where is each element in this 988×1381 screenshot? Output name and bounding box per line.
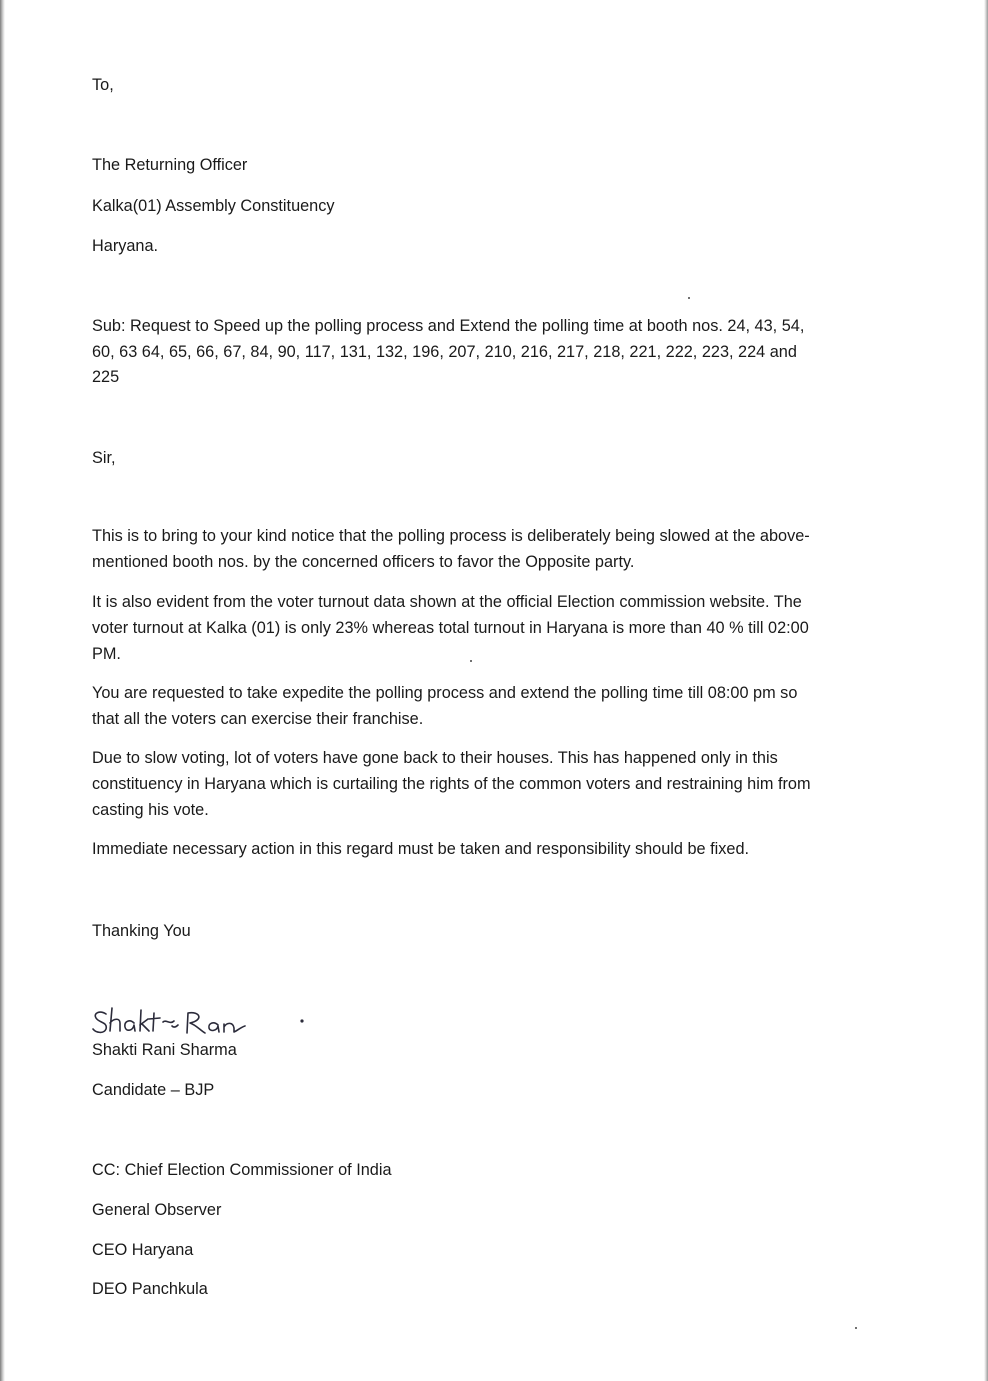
scan-edge-left — [0, 0, 5, 1381]
body-paragraph-2-line-1: It is also evident from the voter turnout data shown at the official Election commission website. The — [92, 593, 802, 611]
body-paragraph-1-line-2: mentioned booth nos. by the concerned officers to favor the Opposite party. — [92, 553, 635, 571]
body-paragraph-1-line-1: This is to bring to your kind notice that the polling process is deliberately being slowed at the above- — [92, 527, 810, 545]
cc-line-3: CEO Haryana — [92, 1241, 194, 1259]
greeting: Sir, — [92, 449, 116, 467]
salutation-to: To, — [92, 76, 114, 94]
scan-edge-right — [984, 0, 988, 1381]
body-paragraph-4-line-3: casting his vote. — [92, 801, 209, 819]
body-paragraph-5-line-1: Immediate necessary action in this regard must be taken and responsibility should be fixed. — [92, 840, 750, 858]
body-paragraph-3-line-2: that all the voters can exercise their franchise. — [92, 710, 424, 728]
handwritten-signature — [90, 1000, 320, 1042]
signatory-name: Shakti Rani Sharma — [92, 1041, 237, 1059]
body-paragraph-4-line-2: constituency in Haryana which is curtailing the rights of the common voters and restraining him from — [92, 775, 811, 793]
scan-speck — [688, 297, 690, 299]
body-paragraph-2-line-2: voter turnout at Kalka (01) is only 23% whereas total turnout in Haryana is more than 40 % till 02:00 — [92, 619, 809, 637]
addressee-line-2: Kalka(01) Assembly Constituency — [92, 197, 335, 215]
subject-line-2: 60, 63 64, 65, 66, 67, 84, 90, 117, 131, 132, 196, 207, 210, 216, 217, 218, 221, 222, 223, 224 and — [92, 343, 797, 361]
body-paragraph-3-line-1: You are requested to take expedite the polling process and extend the polling time till 08:00 pm so — [92, 684, 798, 702]
scan-speck — [470, 660, 472, 662]
cc-line-2: General Observer — [92, 1201, 222, 1219]
cc-line-4: DEO Panchkula — [92, 1280, 208, 1298]
cc-line-1: CC: Chief Election Commissioner of India — [92, 1161, 392, 1179]
signatory-title: Candidate – BJP — [92, 1081, 215, 1099]
addressee-line-1: The Returning Officer — [92, 156, 248, 174]
subject-line-1: Sub: Request to Speed up the polling process and Extend the polling time at booth nos. 24, 43, 54, — [92, 317, 805, 335]
subject-line-3: 225 — [92, 368, 120, 386]
body-paragraph-4-line-1: Due to slow voting, lot of voters have gone back to their houses. This has happened only in this — [92, 749, 778, 767]
closing: Thanking You — [92, 922, 191, 940]
scan-speck — [855, 1327, 857, 1329]
body-paragraph-2-line-3: PM. — [92, 645, 121, 663]
addressee-line-3: Haryana. — [92, 237, 159, 255]
